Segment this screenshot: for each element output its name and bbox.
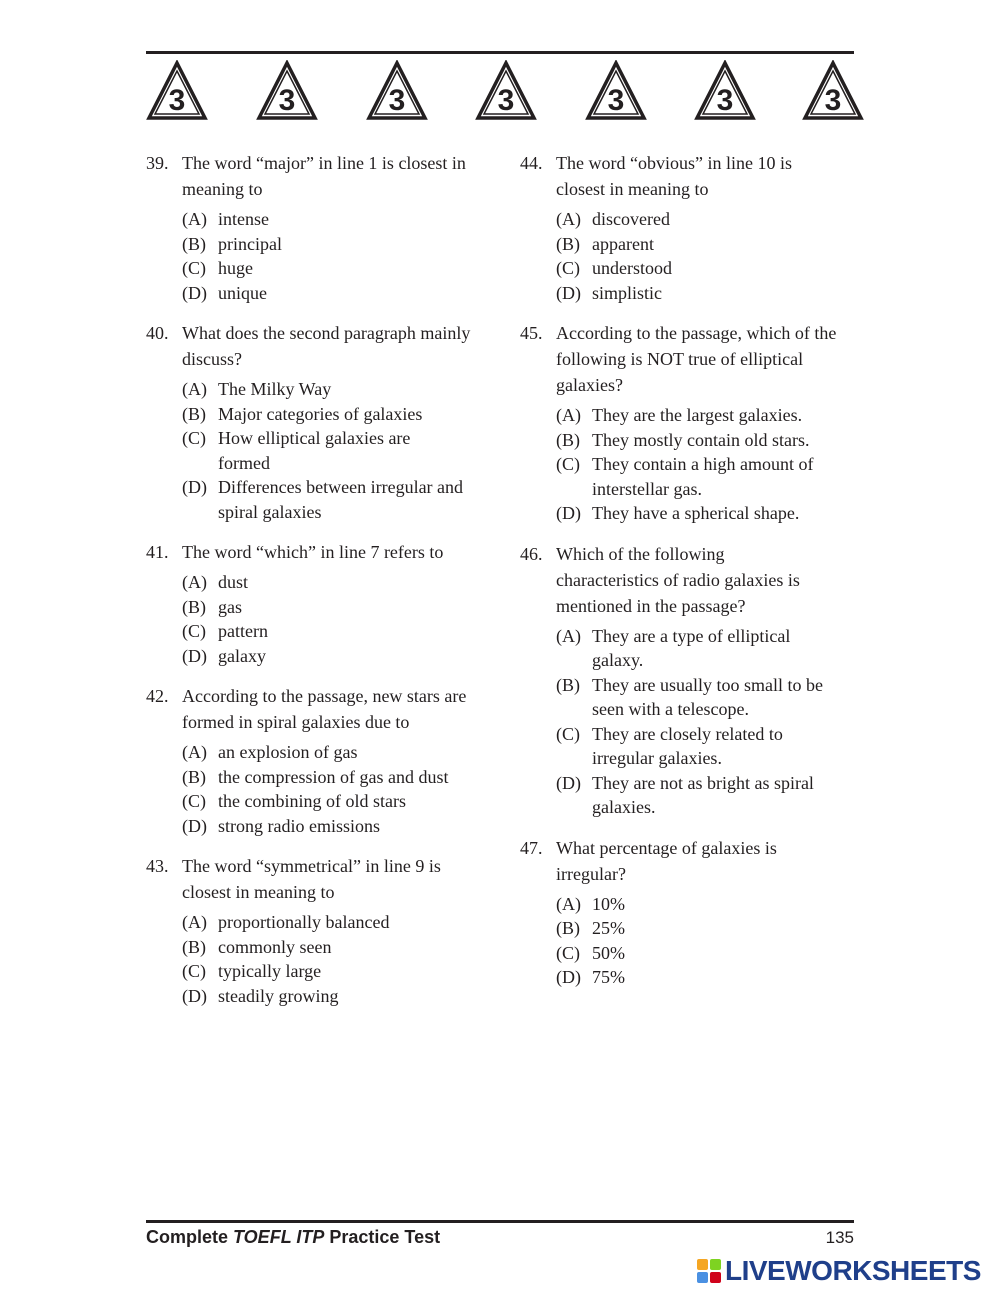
option-text: 75% [592,967,625,987]
option-text: dust [218,572,249,592]
question-number: 44. [520,153,543,173]
header-rule [146,51,854,54]
option-letter: (D) [556,282,581,303]
option-text: Major categories of galaxies [218,403,423,424]
option-text: apparent [592,233,654,254]
answer-option[interactable] [182,765,491,790]
question-number: 42. [146,686,169,706]
option-letter: (B) [182,233,206,254]
option-letter: (C) [556,723,580,744]
answer-options [146,377,491,524]
question-stem: According to the passage, new stars are formed in spiral galaxies due to [182,686,467,732]
section-triangle-icon [694,60,756,122]
answer-option[interactable] [556,624,865,673]
option-text: huge [218,258,253,278]
section-number: 3 [824,84,842,117]
option-letter: (C) [182,961,206,981]
logo-block-i [710,1259,721,1270]
answer-option[interactable] [556,403,865,428]
option-letter: (D) [182,282,207,303]
option-letter: (D) [556,967,581,987]
option-text: steadily growing [218,985,339,1006]
option-letter: (B) [556,233,580,254]
question-stem: The word “which” in line 7 refers to [182,542,444,562]
question-44 [520,150,865,305]
footer-title-prefix: Complete [146,1227,234,1247]
logo-block-l [697,1259,708,1270]
answer-option[interactable] [182,207,491,232]
answer-option[interactable] [182,959,491,984]
option-letter: (A) [182,209,207,229]
option-letter: (A) [556,209,581,229]
question-number: 45. [520,323,543,343]
section-triangle-icon [366,60,428,122]
option-letter: (B) [556,674,580,695]
answer-option[interactable] [556,722,865,771]
question-43 [146,853,491,1008]
right-column [520,150,865,1005]
answer-option[interactable] [182,984,491,1009]
answer-option[interactable] [182,426,491,475]
option-text: They are usually too small to be seen with a telescope. [592,674,823,719]
option-letter: (B) [556,429,580,450]
answer-option[interactable] [556,281,865,306]
option-text: They mostly contain old stars. [592,429,810,450]
question-stem: Which of the following characteristics of radio galaxies is mentioned in the passage? [556,543,800,616]
option-text: the compression of gas and dust [218,766,449,787]
answer-option[interactable] [556,207,865,232]
section-triangle-icon [802,60,864,122]
liveworksheets-wordmark: LIVEWORKSHEETS [725,1255,981,1286]
answer-option[interactable] [182,595,491,620]
answer-options [146,207,491,305]
section-number: 3 [716,84,734,117]
section-triangle-icon [585,60,647,122]
answer-option[interactable] [556,452,865,501]
question-number: 39. [146,153,169,173]
question-stem: According to the passage, which of the following is NOT true of elliptical galaxies? [556,323,837,395]
liveworksheets-blocks-icon [697,1259,721,1283]
answer-option[interactable] [182,570,491,595]
answer-option[interactable] [182,789,491,814]
answer-options [520,624,865,820]
answer-option[interactable] [182,910,491,935]
option-text: They contain a high amount of interstellar gas. [592,454,814,499]
option-text: They have a spherical shape. [592,503,800,523]
section-number: 3 [388,84,406,117]
footer-rule [146,1220,854,1223]
option-letter: (A) [556,405,581,425]
option-letter: (B) [182,403,206,424]
section-number: 3 [607,84,625,117]
answer-option[interactable] [182,256,491,281]
question-stem: What does the second paragraph mainly discuss? [182,323,471,369]
option-letter: (D) [182,645,207,666]
answer-option[interactable] [556,232,865,257]
option-letter: (D) [182,477,207,497]
option-text: galaxy [218,645,266,666]
option-letter: (B) [556,918,580,938]
question-stem: The word “major” in line 1 is closest in meaning to [182,153,466,199]
section-triangle-icon [256,60,318,122]
option-text: proportionally balanced [218,912,390,932]
answer-option[interactable] [556,916,865,941]
option-text: strong radio emissions [218,815,380,836]
question-46 [520,541,865,820]
answer-options [146,570,491,668]
option-text: discovered [592,209,670,229]
option-text: commonly seen [218,936,332,957]
question-45 [520,320,865,526]
question-number: 41. [146,542,169,562]
question-47 [520,835,865,990]
logo-block-e [710,1272,721,1283]
option-letter: (B) [182,766,206,787]
answer-option[interactable] [182,475,491,524]
option-text: 10% [592,893,625,914]
question-number: 40. [146,323,169,343]
option-text: 50% [592,942,625,963]
question-42 [146,683,491,838]
answer-option[interactable] [556,428,865,453]
answer-option[interactable] [182,402,491,427]
option-letter: (A) [182,572,207,592]
answer-option[interactable] [182,935,491,960]
question-39 [146,150,491,305]
section-number: 3 [168,84,186,117]
option-letter: (C) [182,621,206,641]
option-text: They are closely related to irregular galaxies. [592,723,783,768]
option-letter: (C) [556,942,580,963]
answer-option[interactable] [556,941,865,966]
answer-option[interactable] [182,377,491,402]
answer-option[interactable] [556,673,865,722]
option-text: simplistic [592,282,663,303]
option-letter: (D) [182,815,207,836]
answer-options [520,403,865,526]
option-text: intense [218,209,269,229]
logo-block-v [697,1272,708,1283]
option-text: understood [592,258,672,278]
option-text: Differences between irregular and spiral galaxies [218,477,464,522]
answer-option[interactable] [556,501,865,526]
option-text: How elliptical galaxies are formed [218,428,411,473]
answer-option[interactable] [556,965,865,990]
option-letter: (C) [182,428,206,448]
answer-option[interactable] [182,281,491,306]
section-number: 3 [278,84,296,117]
question-41 [146,539,491,668]
left-column [146,150,491,1023]
section-triangle-icon [475,60,537,122]
option-letter: (A) [182,742,207,762]
option-text: principal [218,233,282,254]
answer-option[interactable] [182,740,491,765]
option-letter: (C) [556,454,580,474]
question-40 [146,320,491,524]
question-stem: The word “symmetrical” in line 9 is closest in meaning to [182,856,441,902]
option-letter: (A) [556,893,581,914]
option-text: They are not as bright as spiral galaxies. [592,772,814,817]
option-text: pattern [218,621,268,641]
section-marks [146,60,866,122]
option-letter: (D) [556,503,581,523]
section-number: 3 [497,84,515,117]
question-number: 43. [146,856,169,876]
option-text: unique [218,282,267,303]
question-number: 47. [520,837,543,858]
option-letter: (A) [556,625,581,646]
liveworksheets-logo [697,1256,981,1286]
option-letter: (C) [556,258,580,278]
footer-title-italic: TOEFL ITP [233,1227,325,1247]
option-letter: (C) [182,258,206,278]
answer-option[interactable] [182,232,491,257]
question-stem: What percentage of galaxies is irregular? [556,837,777,884]
section-triangle-icon [146,60,208,122]
answer-options [146,910,491,1008]
page-number: 135 [825,1228,854,1247]
option-text: 25% [592,918,625,938]
option-letter: (A) [182,912,207,932]
footer-book-title [146,1227,440,1248]
option-letter: (C) [182,791,206,811]
footer-title-suffix: Practice Test [324,1227,441,1247]
option-text: They are a type of elliptical galaxy. [592,625,791,670]
option-text: gas [218,596,242,617]
answer-option[interactable] [182,644,491,669]
option-letter: (A) [182,379,207,399]
answer-options [520,892,865,990]
option-letter: (D) [182,985,207,1006]
option-text: typically large [218,961,322,981]
answer-option[interactable] [556,771,865,820]
option-letter: (B) [182,596,206,617]
question-number: 46. [520,543,543,564]
option-text: the combining of old stars [218,791,406,811]
option-text: The Milky Way [218,379,332,399]
answer-option[interactable] [182,619,491,644]
option-letter: (B) [182,936,206,957]
option-text: an explosion of gas [218,742,358,762]
question-stem: The word “obvious” in line 10 is closest in meaning to [556,153,792,199]
answer-option[interactable] [556,256,865,281]
answer-options [520,207,865,305]
answer-option[interactable] [556,892,865,917]
option-letter: (D) [556,772,581,793]
option-text: They are the largest galaxies. [592,405,803,425]
answer-option[interactable] [182,814,491,839]
answer-options [146,740,491,838]
